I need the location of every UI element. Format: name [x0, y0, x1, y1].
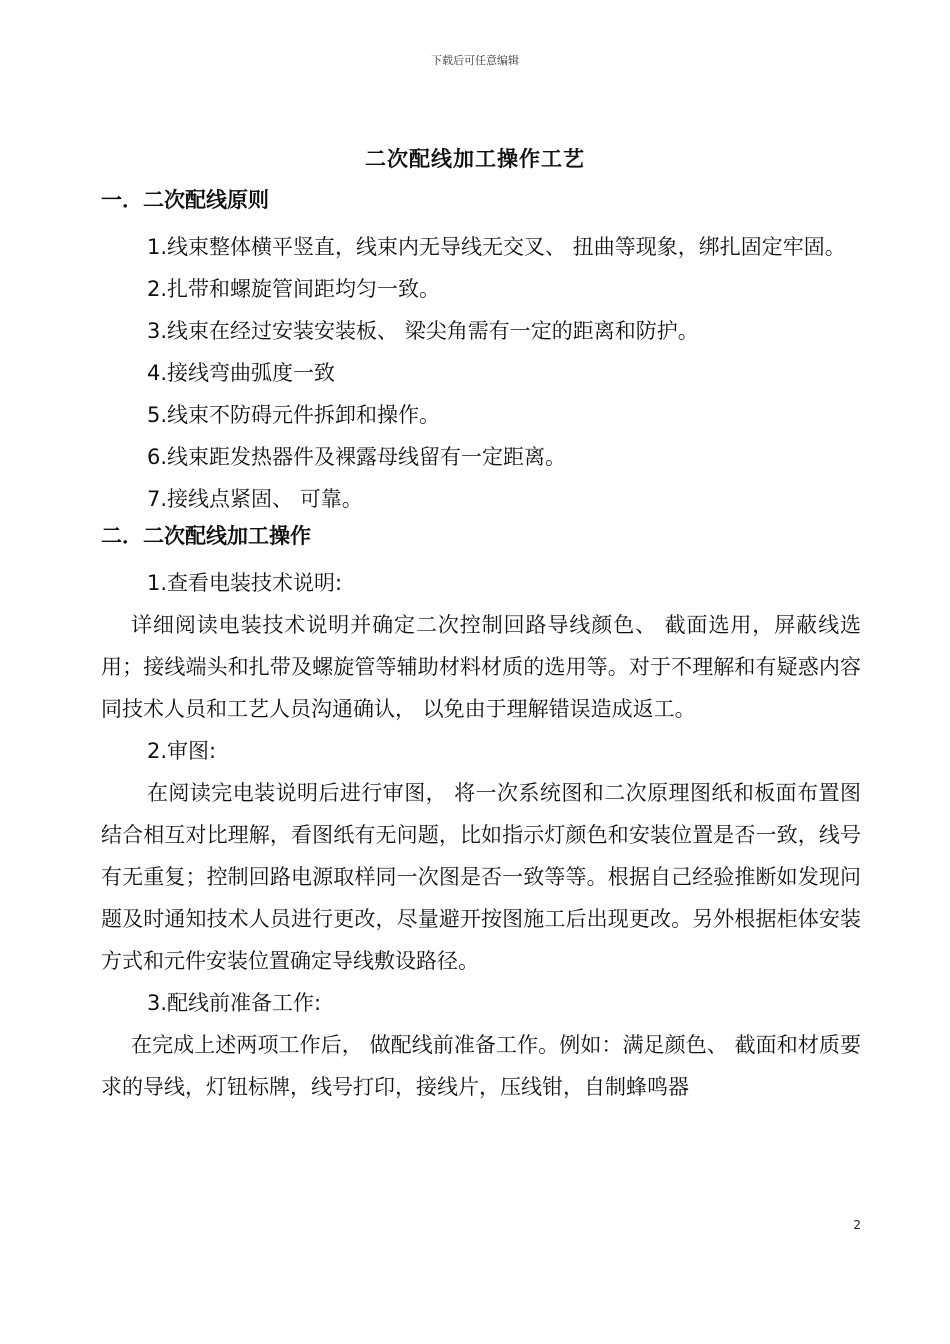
page-number: 2	[853, 1218, 861, 1232]
step-body: 在完成上述两项工作后， 做配线前准备工作。例如：满足颜色、 截面和材质要求的导线，灯钮标牌，线号打印，接线片，压线钳，自制蜂鸣器	[101, 1033, 861, 1099]
principle-item: 3.线束在经过安装安装板、 梁尖角需有一定的距离和防护。	[147, 319, 699, 343]
page-header: 下载后可任意编辑	[431, 54, 519, 67]
step-body: 详细阅读电装技术说明并确定二次控制回路导线颜色、 截面选用，屏蔽线选用；接线端头和扎带及螺旋管等辅助材料材质的选用等。对于不理解和有疑惑内容同技术人员和工艺人员沟通确认， 以免由于理解错误造成返工。	[101, 613, 861, 721]
step-body: 在阅读完电装说明后进行审图， 将一次系统图和二次原理图纸和板面布置图结合相互对比理解，看图纸有无问题，比如指示灯颜色和安装位置是否一致，线号有无重复；控制回路电源取样同一次图是否一致等等。根据自己经验推断如发现问题及时通知技术人员进行更改，尽量避开按图施工后出现更改。另外根据柜体安装方式和元件安装位置确定导线敷设路径。	[101, 781, 861, 973]
principle-item: 2.扎带和螺旋管间距均匀一致。	[147, 277, 441, 301]
section-heading-operations: 二．二次配线加工操作	[101, 524, 311, 548]
section-heading-principles: 一．二次配线原则	[101, 188, 269, 212]
document-body	[101, 184, 861, 1108]
step-title: 3.配线前准备工作:	[147, 991, 322, 1015]
principle-item: 6.线束距发热器件及裸露母线留有一定距离。	[147, 445, 567, 469]
principle-item: 7.接线点紧固、 可靠。	[147, 487, 363, 511]
principle-item: 4.接线弯曲弧度一致	[147, 361, 336, 385]
step-title: 1.查看电装技术说明:	[147, 571, 343, 595]
step-title: 2.审图:	[147, 739, 217, 763]
principle-item: 1.线束整体横平竖直，线束内无导线无交叉、 扭曲等现象，绑扎固定牢固。	[147, 235, 846, 259]
document-title: 二次配线加工操作工艺	[365, 147, 585, 171]
principle-item: 5.线束不防碍元件拆卸和操作。	[147, 403, 441, 427]
